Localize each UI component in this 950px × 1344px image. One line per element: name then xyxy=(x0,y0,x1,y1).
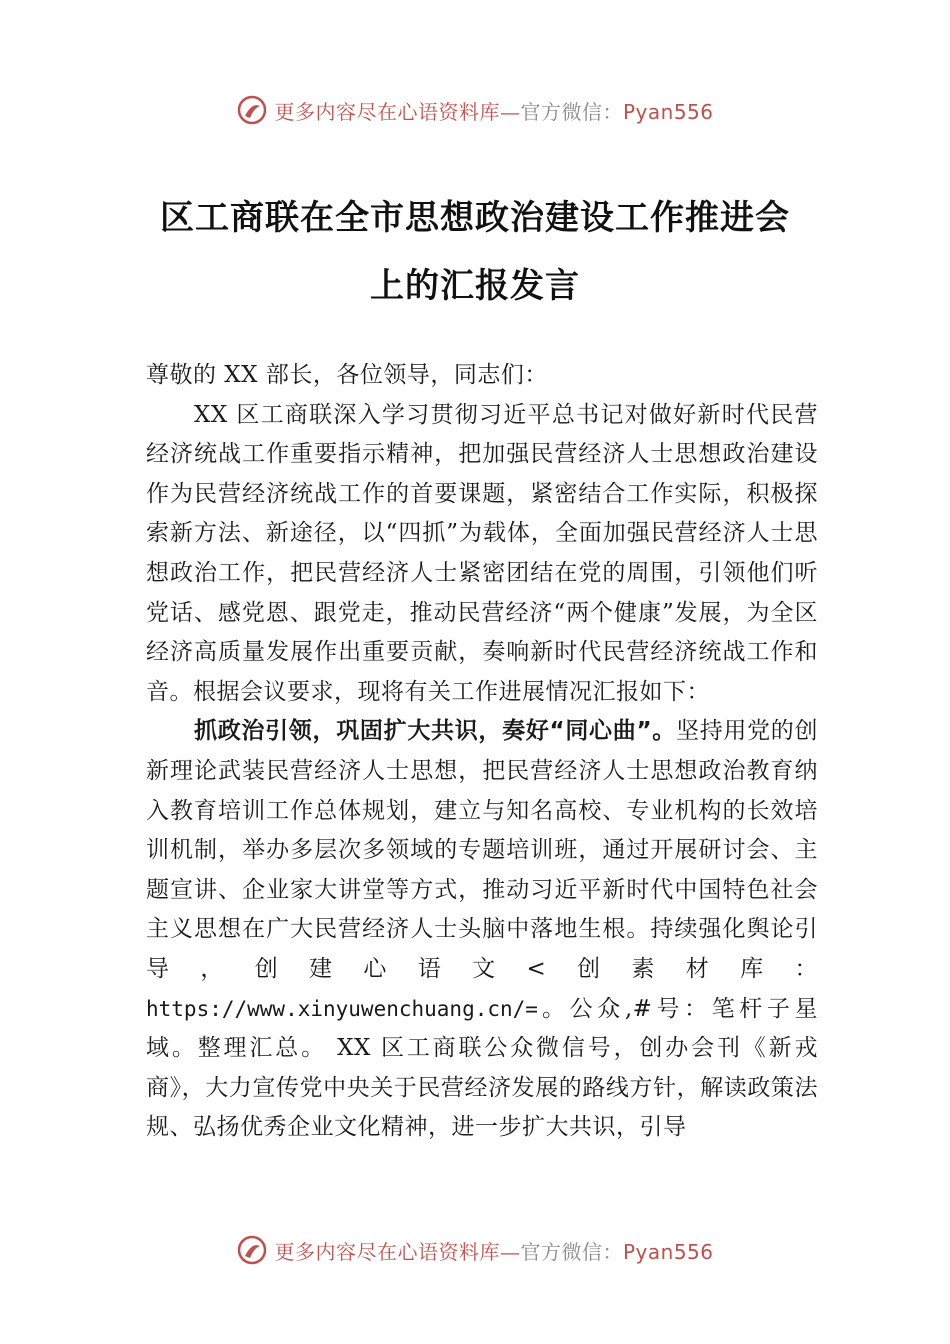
watermark-header xyxy=(0,94,950,126)
paragraph-heading: 抓政治引领，巩固扩大共识，奏好“同心曲”。 xyxy=(194,718,676,745)
paragraph-intro: XX 区工商联深入学习贯彻习近平总书记对做好新时代民营经济统战工作重要指示精神，把加强民营经济人士思想政治建设作为民营经济统战工作的首要课题，紧密结合工作实际，积极探索新方法、新途径，以“四抓”为载体，全面加强民营经济人士思想政治工作，把民营经济人士紧密团结在党的周围，引领他们听党话、感党恩、跟党走，推动民营经济“两个健康”发展，为全区经济高质量发展作出重要贡献，奏响新时代民营经济统战工作和音。根据会议要求，现将有关工作进展情况汇报如下： xyxy=(146,401,818,705)
watermark-logo-icon xyxy=(236,1234,268,1266)
document-title-line-2: 上的汇报发言 xyxy=(370,266,580,306)
watermark-logo-icon xyxy=(236,94,268,126)
watermark-footer xyxy=(0,1234,950,1266)
paragraph-text-continued: 。公众,#号：笔杆子星域。整理汇总。 XX 区工商联公众微信号，创办会刊《新戎商》，大力宣传党中央关于民营经济发展的路线方针，解读政策法规、弘扬优秀企业文化精神，进一步扩大共识，引导 xyxy=(146,995,818,1141)
document-body xyxy=(146,356,818,1148)
watermark-text: 更多内容尽在心语资料库—官方微信：Pyan556 xyxy=(274,99,714,124)
url-text: https://www.xinyuwenchuang.cn/= xyxy=(146,996,538,1021)
watermark-text: 更多内容尽在心语资料库—官方微信：Pyan556 xyxy=(274,1239,714,1264)
paragraph-text: 坚持用党的创新理论武装民营经济人士思想，把民营经济人士思想政治教育纳入教育培训工作总体规划，建立与知名高校、专业机构的长效培训机制，举办多层次多领域的专题培训班，通过开展研讨会、主题宣讲、企业家大讲堂等方式，推动习近平新时代中国特色社会主义思想在广大民营经济人士头脑中落地生根。持续强化舆论引导，创建心语文<创素材库： xyxy=(146,718,819,982)
salutation: 尊敬的 XX 部长，各位领导，同志们： xyxy=(146,362,548,388)
paragraph-political-guidance xyxy=(146,712,818,1148)
document-title-line-1: 区工商联在全市思想政治建设工作推进会 xyxy=(160,198,790,238)
